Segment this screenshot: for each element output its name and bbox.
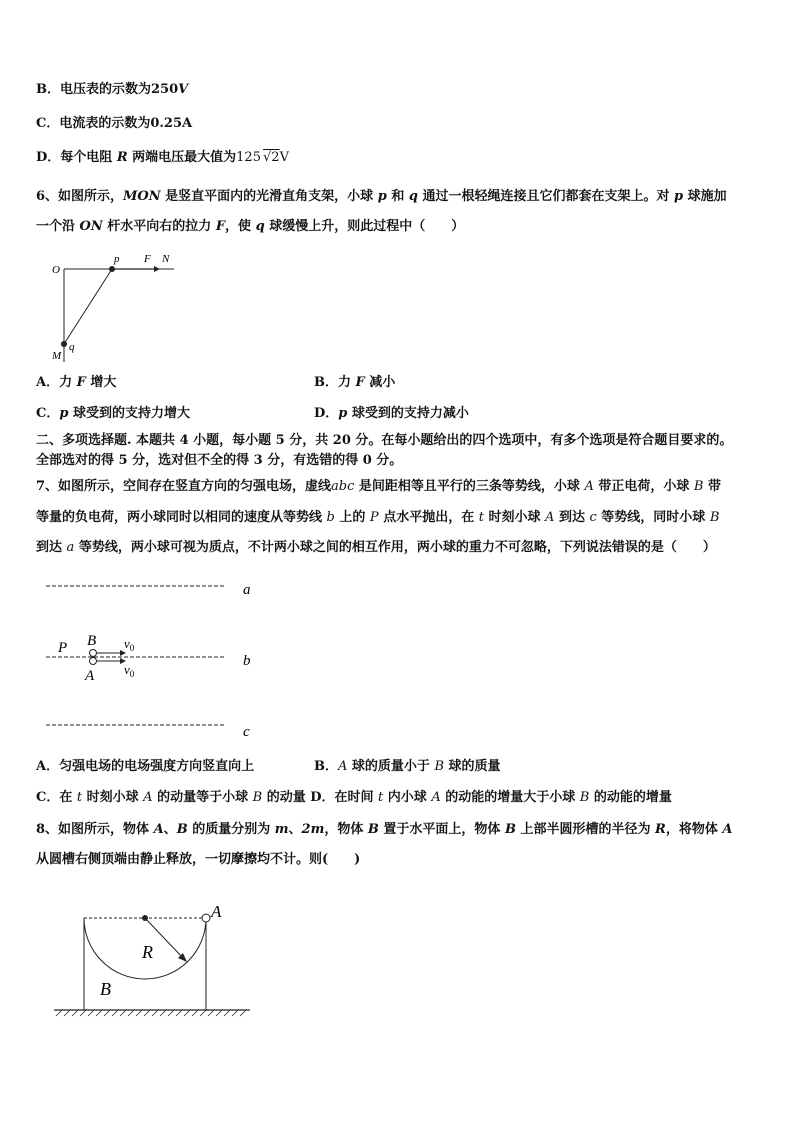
ball-a bbox=[202, 914, 210, 922]
label-q: q bbox=[69, 341, 75, 353]
label-m: M bbox=[52, 350, 62, 362]
ball-a bbox=[90, 658, 97, 665]
q8-figure bbox=[50, 900, 260, 1030]
label-a: a bbox=[243, 582, 251, 598]
section2-line1: 二、多项选择题. 本题共 4 小题，每小题 5 分，共 20 分。在每小题给出的四个选项中，有多个选项是符合题目要求的。 bbox=[36, 433, 733, 448]
q6-option-b: B．力 F 减小 bbox=[314, 375, 396, 390]
rope bbox=[64, 269, 112, 344]
q7-stem-line3: 到达 a 等势线，两小球可视为质点，不计两小球之间的相互作用，两小球的重力不可忽略，下列说法错误的是（ ） bbox=[36, 540, 716, 555]
q8-stem-line1: 8、如图所示，物体 A、B 的质量分别为 m、2m，物体 B 置于水平面上，物体 B 上部半圆形槽的半径为 R，将物体 A bbox=[36, 822, 733, 837]
q7-option-b: B．A 球的质量小于 B 球的质量 bbox=[314, 759, 501, 774]
label-o: O bbox=[52, 264, 60, 276]
ground-hatch bbox=[56, 1010, 246, 1016]
q8-stem-line2: 从圆槽右侧顶端由静止释放，一切摩擦均不计。则( ) bbox=[36, 852, 361, 867]
section2-line2: 全部选对的得 5 分，选对但不全的得 3 分，有选错的得 0 分。 bbox=[36, 453, 403, 468]
force-arrow-head bbox=[154, 266, 160, 272]
q5-option-d: D．每个电阻 R 两端电压最大值为125 √2V bbox=[36, 150, 289, 165]
label-v0-b: $v_0$ bbox=[124, 636, 135, 653]
ball-p bbox=[109, 266, 115, 272]
q7-option-cd: C．在 t 时刻小球 A 的动量等于小球 B 的动量 D．在时间 t 内小球 A 的动能的增量大于小球 B 的动能的增量 bbox=[36, 790, 672, 805]
label-a: A bbox=[211, 902, 222, 921]
label-b: b bbox=[243, 653, 251, 669]
q6-stem-line1: 6、如图所示，MON 是竖直平面内的光滑直角支架，小球 p 和 q 通过一根轻绳连接且它们都套在支架上。对 p 球施加 bbox=[36, 189, 727, 204]
q7-figure bbox=[40, 574, 280, 744]
label-ball-b: B bbox=[87, 633, 97, 649]
q5-option-c: C．电流表的示数为0.25A bbox=[36, 116, 193, 131]
label-ball-a: A bbox=[85, 668, 95, 684]
label-f: F bbox=[144, 253, 151, 265]
label-p: p bbox=[114, 253, 120, 265]
label-r: R bbox=[142, 942, 153, 962]
ball-b bbox=[90, 650, 97, 657]
q7-option-a: A．匀强电场的电场强度方向竖直向上 bbox=[36, 759, 255, 774]
label-n: N bbox=[162, 253, 170, 265]
label-c: c bbox=[243, 724, 250, 740]
label-p: P bbox=[58, 640, 68, 656]
q6-option-a: A．力 F 增大 bbox=[36, 375, 117, 390]
q6-option-d: D．p 球受到的支持力减小 bbox=[314, 406, 469, 421]
q6-figure bbox=[46, 250, 196, 370]
q6-option-c: C．p 球受到的支持力增大 bbox=[36, 406, 190, 421]
label-b: B bbox=[100, 979, 111, 999]
q6-stem-line2: 一个沿 ON 杆水平向右的拉力 F，使 q 球缓慢上升，则此过程中（ ） bbox=[36, 219, 465, 234]
q5-option-b: B．电压表的示数为250V bbox=[36, 82, 189, 97]
q7-stem-line2: 等量的负电荷，两小球同时以相同的速度从等势线 b 上的 P 点水平抛出，在 t 时刻小球 A 到达 c 等势线，同时小球 B bbox=[36, 510, 720, 525]
label-v0-a: $v_0$ bbox=[124, 662, 135, 679]
ball-q bbox=[61, 341, 67, 347]
q7-stem-line1: 7、如图所示，空间存在竖直方向的匀强电场，虚线abc 是间距相等且平行的三条等势线，小球 A 带正电荷，小球 B 带 bbox=[36, 479, 722, 494]
